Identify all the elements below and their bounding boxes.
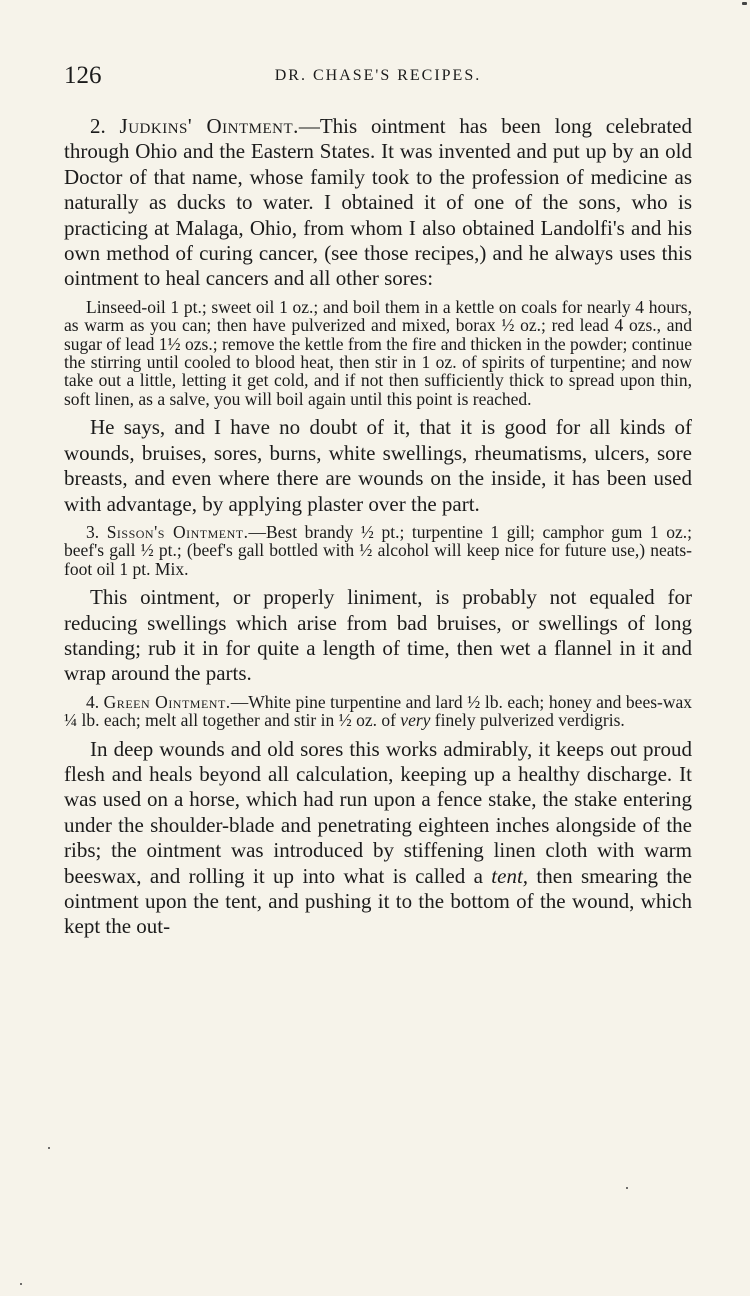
green-recipe-text-before: —White pine turpentine and lard ½ lb. each; honey and bees-wax ¼ lb. each; melt all together and stir in ½ oz. of <box>64 691 693 731</box>
green-recipe-emphasis: very <box>400 710 431 731</box>
scan-speck <box>20 1283 22 1285</box>
sisson-uses-paragraph: This ointment, or properly liniment, is probably not equaled for reducing swellings which arise from bad bruises, or swellings of long standing; rub it in for quite a length of time, then wet a flannel in it and wrap around the parts. <box>64 585 692 686</box>
green-uses-text-after: then smearing the ointment upon the tent, and pushing it to the bottom of the wound, which kept the out- <box>64 863 692 939</box>
judkins-intro-paragraph <box>64 114 692 292</box>
green-uses-emphasis: tent, <box>491 863 529 888</box>
green-uses-text-before: In deep wounds and old sores this works admirably, it keeps out proud flesh and heals beyond all calculation, keeping up a healthy discharge. It was used on a horse, which had run upon a fence stake, the stake entering under the shoulder-blade and penetrating eighteen inches alongside of the ribs; the ointment was introduced by stiffening linen cloth with warm beeswax, and rolling it up into what is called a <box>64 736 692 888</box>
green-recipe-paragraph <box>64 693 692 730</box>
green-uses-paragraph <box>64 737 692 940</box>
recipe-number: 4. <box>86 691 100 712</box>
green-recipe-text-after: finely pulverized verdigris. <box>430 710 625 731</box>
scan-speck <box>742 2 747 5</box>
scan-speck <box>48 1147 50 1149</box>
recipe-title-green: Green Ointment. <box>103 691 231 712</box>
judkins-intro-text: —This ointment has been long celebrated through Ohio and the Eastern States. It was invented and put up by an old Doctor of that name, whose family took to the profession of medicine as naturally as ducks to water. I obtained it of one of the sons, who is practicing at Malaga, Ohio, from whom I also obtained Landolfi's and his own method of curing cancer, (see those recipes,) and he always uses this ointment to heal cancers and all other sores: <box>64 114 693 291</box>
running-head: DR. CHASE'S RECIPES. <box>274 67 482 84</box>
page-number: 126 <box>64 62 102 89</box>
page-header <box>64 62 692 92</box>
recipe-title-sisson: Sisson's Ointment. <box>106 521 249 542</box>
scan-speck <box>626 1187 628 1189</box>
recipe-number: 2. <box>90 114 106 138</box>
sisson-recipe-text: —Best brandy ½ pt.; turpentine 1 gill; camphor gum 1 oz.; beef's gall ½ pt.; (beef's gall bottled with ½ alcohol will keep nice for future use,) neats-foot oil 1 pt. Mix. <box>64 521 692 579</box>
page-body <box>64 114 692 940</box>
recipe-title-judkins: Judkins' Ointment. <box>119 114 299 138</box>
judkins-recipe-text: Linseed-oil 1 pt.; sweet oil 1 oz.; and boil them in a kettle on coals for nearly 4 hours, as warm as you can; then have pulverized and mixed, borax ½ oz.; red lead 4 ozs., and sugar of lead 1½ ozs.; remove the kettle from the fire and thicken in the powder; continue the stirring until cooled to blood heat, then stir in 1 oz. of spirits of turpentine; and now take out a little, letting it get cold, and if not then sufficiently thick to spread upon thin, soft linen, as a salve, you will boil again until this point is reached. <box>64 296 692 409</box>
sisson-recipe-paragraph <box>64 523 692 578</box>
judkins-uses-paragraph: He says, and I have no doubt of it, that it is good for all kinds of wounds, bruises, sores, burns, white swellings, rheumatisms, ulcers, sore breasts, and even where there are wounds on the inside, it has been used with advantage, by applying plaster over the part. <box>64 415 692 516</box>
recipe-number: 3. <box>86 521 100 542</box>
